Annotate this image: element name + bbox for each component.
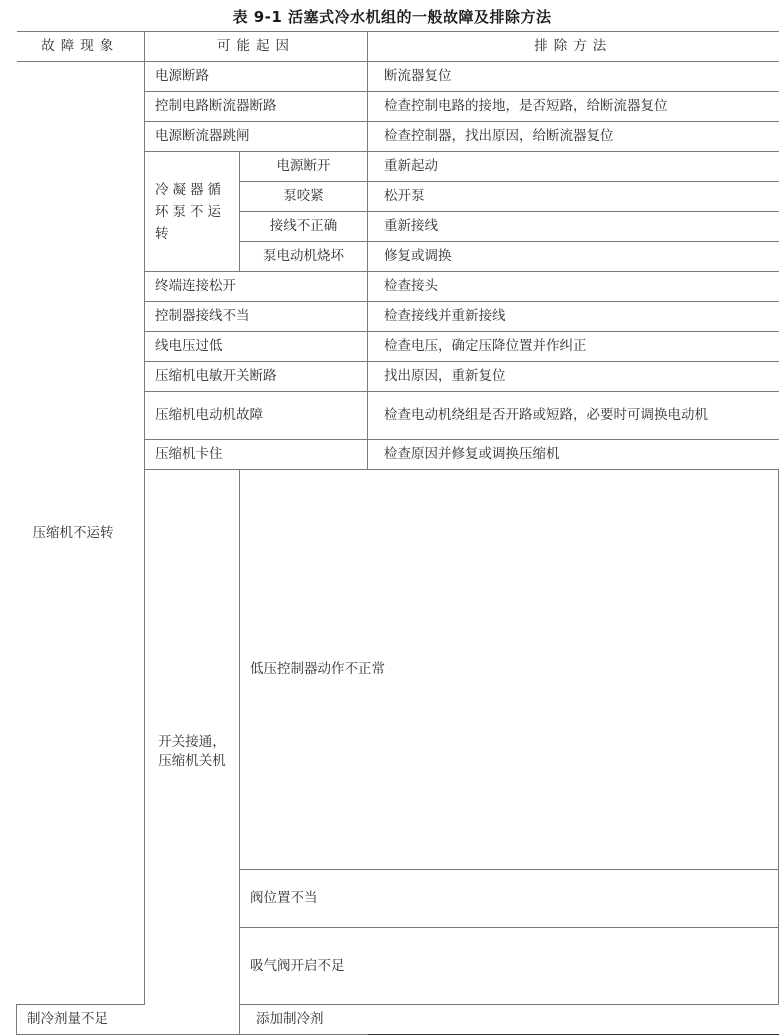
- cause-cell: 控制电路断流器断路: [145, 92, 368, 122]
- cause-cell: 线电压过低: [145, 332, 368, 362]
- remedy-cell: 检查电动机绕组是否开路或短路，必要时可调换电动机: [368, 392, 779, 440]
- remedy-cell: 检查控制电路的接地，是否短路，给断流器复位: [368, 92, 779, 122]
- cause-cell: 制冷剂量不足: [17, 1005, 240, 1035]
- header-remedy: 排除方法: [368, 32, 779, 62]
- sub-cause-cell: 接线不正确: [240, 212, 368, 242]
- phenomenon-cell: 开关接通，压缩机关机: [145, 470, 240, 1035]
- remedy-cell: 松开泵: [368, 182, 779, 212]
- remedy-cell: 检查接线并重新接线: [368, 302, 779, 332]
- sub-cause-cell: 电源断开: [240, 152, 368, 182]
- fault-table: [16, 31, 779, 1035]
- header-cause: 可能起因: [145, 32, 368, 62]
- cause-cell: 终端连接松开: [145, 272, 368, 302]
- cause-cell: 电源断流器跳闸: [145, 122, 368, 152]
- table-title: 表 9-1 活塞式冷水机组的一般故障及排除方法: [232, 8, 552, 26]
- sub-cause-cell: 泵咬紧: [240, 182, 368, 212]
- cause-cell: 阀位置不当: [240, 870, 779, 928]
- remedy-cell: 检查控制器，找出原因，给断流器复位: [368, 122, 779, 152]
- remedy-cell: 重新接线: [368, 212, 779, 242]
- remedy-cell: 断流器复位: [368, 62, 779, 92]
- remedy-cell: 检查接头: [368, 272, 779, 302]
- sub-cause-cell: 泵电动机烧坏: [240, 242, 368, 272]
- header-phenomenon: 故障现象: [17, 32, 145, 62]
- remedy-cell: 检查电压，确定压降位置并作纠正: [368, 332, 779, 362]
- remedy-cell: 添加制冷剂: [240, 1005, 368, 1035]
- remedy-cell: 修复或调换: [368, 242, 779, 272]
- remedy-cell: 找出原因，重新复位: [368, 362, 779, 392]
- cause-cell: 吸气阀开启不足: [240, 928, 779, 1005]
- phenomenon-cell: 压缩机不运转: [17, 62, 145, 1005]
- remedy-cell: 重新起动: [368, 152, 779, 182]
- table-row: [17, 1005, 779, 1035]
- cause-cell: 控制器接线不当: [145, 302, 368, 332]
- table-row: [17, 62, 779, 92]
- cause-cell: 压缩机电敏开关断路: [145, 362, 368, 392]
- subgroup-label: 冷凝器循环泵不运转: [145, 152, 240, 272]
- cause-cell: 压缩机卡住: [145, 440, 368, 470]
- remedy-cell: 检查原因并修复或调换压缩机: [368, 440, 779, 470]
- cause-cell: 电源断路: [145, 62, 368, 92]
- header-row: [17, 32, 779, 62]
- cause-cell: 压缩机电动机故障: [145, 392, 368, 440]
- cause-cell: 低压控制器动作不正常: [240, 470, 779, 870]
